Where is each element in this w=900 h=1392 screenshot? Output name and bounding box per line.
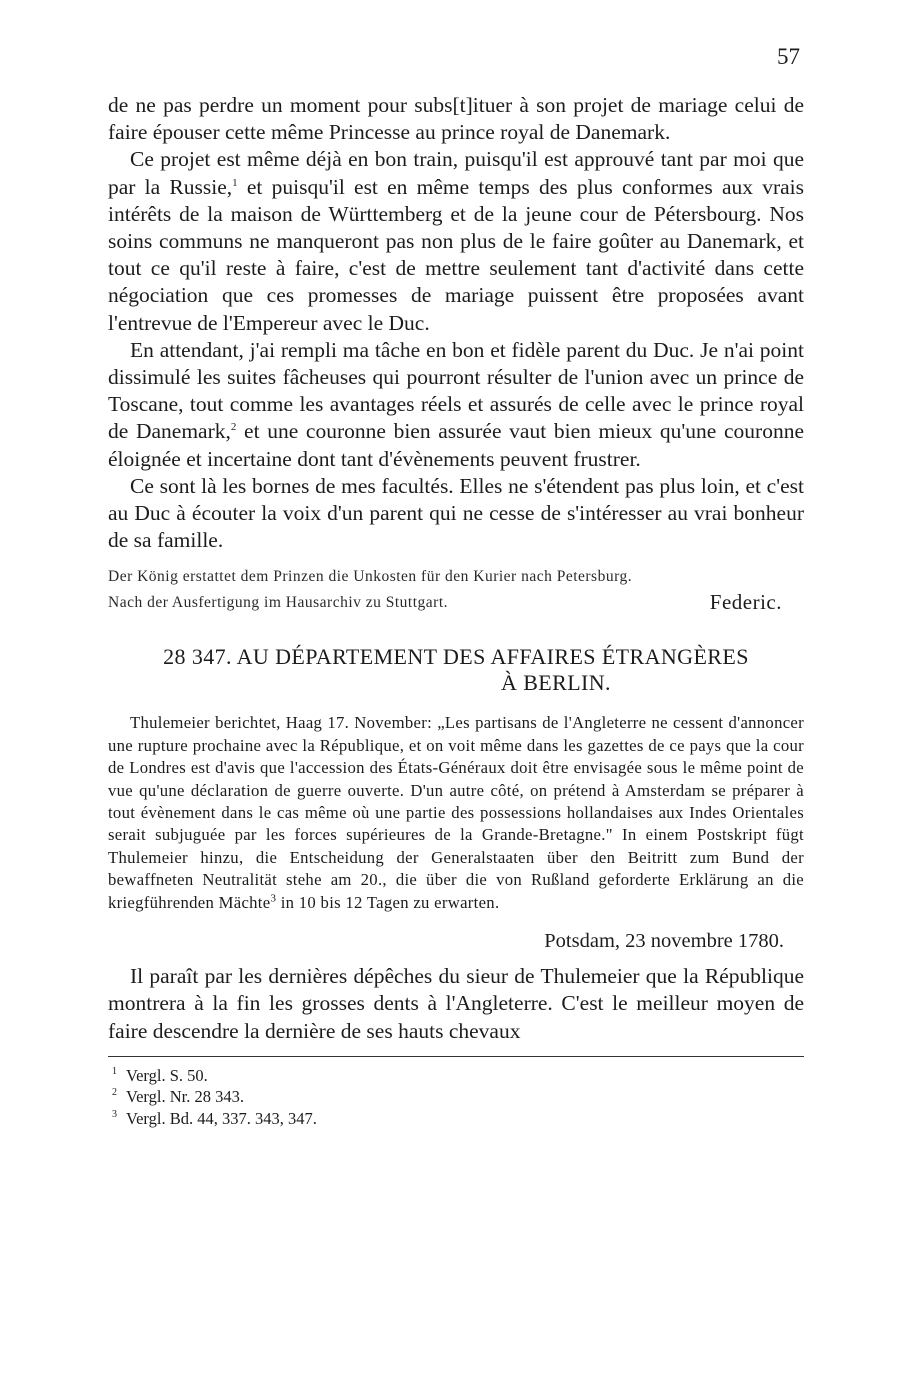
paragraph-continuation: de ne pas perdre un moment pour subs[t]ituer à son projet de mariage celui de faire épouser cette même Princesse au prince royal de Danemark. <box>108 93 804 145</box>
page-body <box>108 92 804 1129</box>
footnotes <box>108 1065 804 1130</box>
dateline: Potsdam, 23 novembre 1780. <box>544 930 784 953</box>
summary-paragraph <box>108 712 804 914</box>
footnote-ref: 2 <box>230 421 237 434</box>
letter-paragraph: Il paraît par les dernières dépêches du sieur de Thulemeier que la République montrera à la fin les grosses dents à l'Angleterre. C'est le meilleur moyen de faire descendre la dernière de ses hauts chevaux <box>108 964 804 1043</box>
footnote-mark: 2 <box>112 1087 117 1099</box>
paragraph-text: et une couronne bien assurée vaut bien mieux qu'une couronne éloignée et incertaine dont tant d'évènements peuvent frustrer. <box>108 419 804 471</box>
signature: Federic. <box>709 590 782 615</box>
paragraph-text: Ce projet est même déjà en bon train, puisqu'il est approuvé tant par moi que par la Russie, <box>108 147 804 199</box>
footnote-item <box>112 1108 804 1130</box>
paragraph-text: et puisqu'il est en même temps des plus conformes aux vrais intérêts de la maison de Württemberg et de la jeune cour de Pétersbourg. Nos soins communs ne manqueront pas non plus de le faire goûter au Danemark, et tout ce qu'il reste à faire, c'est de mettre seulement tant d'activité dans cette négociation que ces promesses de mariage puissent être proposées avant l'entrevue de l'Empereur avec le Duc. <box>108 174 805 335</box>
letter-heading <box>108 644 804 696</box>
heading-line-1: 28 347. AU DÉPARTEMENT DES AFFAIRES ÉTRANGÈRES <box>163 644 749 670</box>
paragraph-projet <box>108 146 804 336</box>
footnote-ref: 1 <box>232 176 238 189</box>
footnote-mark: 3 <box>112 1108 117 1120</box>
footnote-item <box>112 1086 804 1108</box>
heading-line-2: À BERLIN. <box>501 670 611 696</box>
paragraph-text: En attendant, j'ai rempli ma tâche en bon et fidèle parent du Duc. Je n'ai point dissimulé les suites fâcheuses qui pourront résulter de l'union avec un prince de Toscane, tout comme les avantages réels et assurés de celle avec le prince royal de Danemark, <box>108 337 804 444</box>
footnote-ref: 3 <box>270 892 277 905</box>
summary-text: Thulemeier berichtet, Haag 17. November: „Les partisans de l'Angleterre ne cessent d'annoncer une rupture prochaine avec la République, et on voit même dans les gazettes de ce pays que la cour de Londres est d'avis que l'accession des États-Généraux doit être envisagée sous le même point de vue qu'une déclaration de guerre ouverte. D'un autre côté, on prétend à Amsterdam se préparer à tout évènement dans le cas même où une partie des possessions hollandaises aux Indes Orientales serait subjuguée par les forces supérieures de la Grande-Bretagne." In einem Postskript fügt Thulemeier hinzu, die Entscheidung der Generalstaaten über den Beitritt zum Bund der bewaffneten Neutralität stehe am 20., die über die von Rußland geforderte Erklärung an die kriegführenden Mächte <box>108 713 804 912</box>
summary-text: in 10 bis 12 Tagen zu erwarten. <box>276 892 500 912</box>
source-note: Nach der Ausfertigung im Hausarchiv zu Stuttgart. <box>108 594 449 612</box>
footnote-text: Vergl. S. 50. <box>126 1065 208 1085</box>
page-number: 57 <box>777 44 800 69</box>
footnote-item <box>112 1065 804 1087</box>
footnote-text: Vergl. Nr. 28 343. <box>126 1087 244 1107</box>
footnote-divider <box>108 1056 804 1057</box>
footnote-mark: 1 <box>112 1065 117 1077</box>
paragraph-bornes: Ce sont là les bornes de mes facultés. Elles ne s'étendent pas plus loin, et c'est au Duc à écouter la voix d'un parent qui ne cesse de s'intéresser au vrai bonheur de sa famille. <box>108 473 804 553</box>
editorial-note: Der König erstattet dem Prinzen die Unkosten für den Kurier nach Petersburg. <box>108 568 633 586</box>
paragraph-attendant <box>108 337 804 473</box>
footnote-text: Vergl. Bd. 44, 337. 343, 347. <box>126 1108 317 1128</box>
